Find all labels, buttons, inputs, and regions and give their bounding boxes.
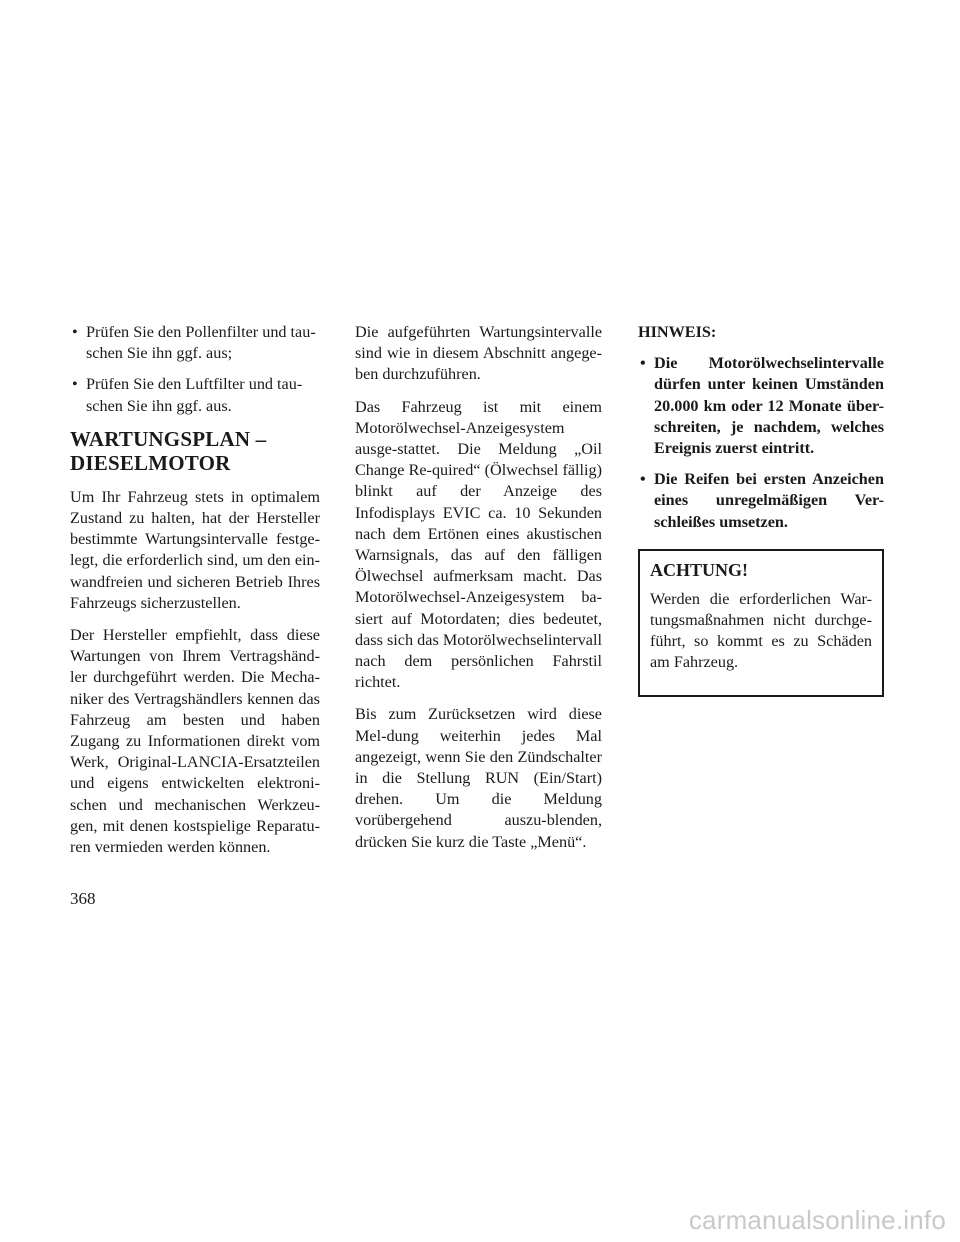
right-column — [638, 322, 884, 697]
watermark: carmanualsonline.info — [688, 1205, 946, 1235]
bullet-icon: • — [640, 354, 646, 373]
interval-paragraph: Die aufgeführten Wartungsintervalle sind wie in diesem Abschnitt angege-ben durchzuführen. — [355, 323, 602, 384]
bullet-icon: • — [640, 470, 646, 489]
middle-column — [355, 322, 602, 864]
section-heading: WARTUNGSPLAN – DIESELMOTOR — [70, 426, 267, 475]
dealer-paragraph: Der Hersteller empfiehlt, dass diese Wartungen von Ihrem Vertragshänd-ler durchgeführt werden. Die Mecha-niker des Vertragshändlers kennen das Fahrzeug am besten und haben Zugang zu Informationen direkt vom Werk, Original-LANCIA-Ersatzteilen und eigens entwickelten elektroni-schen und mechanischen Werkzeu-gen, mit denen kostspielige Reparatu-ren vermieden werden können. — [70, 626, 320, 857]
intro-paragraph: Um Ihr Fahrzeug stets in optimalem Zustand zu halten, hat der Hersteller bestimmte Wartungsintervalle festge-legt, die erforderlich sind, um den ein-wandfreien und sicheren Betrieb Ihres Fahrzeugs sicherzustellen. — [70, 487, 320, 612]
list-item — [70, 374, 320, 416]
oil-indicator-paragraph: Das Fahrzeug ist mit einem Motorölwechsel-Anzeigesystem ausge-stattet. Die Meldung „Oil Change Re-quired“ (Ölwechsel fällig) blinkt auf der Anzeige des Infodisplays EVIC ca. 10 Sekunden nach dem Ertönen eines akustischen Warnsignals, das auf den fälligen Ölwechsel aufmerksam macht. Das Motorölwechsel-Anzeigesystem ba-siert auf Motordaten; dies bedeutet, dass sich das Motorölwechselintervall nach dem persönlichen Fahrstil richtet. — [355, 397, 602, 692]
bullet-icon: • — [72, 375, 78, 394]
list-item — [638, 353, 884, 459]
list-item — [638, 469, 884, 533]
list-item-text: Prüfen Sie den Pollenfilter und tau-schen Sie ihn ggf. aus; — [86, 323, 316, 363]
note-label: HINWEIS: — [638, 323, 717, 341]
reset-paragraph: Bis zum Zurücksetzen wird diese Mel-dung weiterhin jedes Mal angezeigt, wenn Sie den Zündschalter in die Stellung RUN (Ein/Start) drehen. Um die Meldung vorübergehend auszu-blenden, drücken Sie kurz die Taste „Menü“. — [355, 705, 602, 851]
note-list — [638, 353, 884, 533]
filter-check-list — [70, 322, 320, 417]
warning-text: Werden die erforderlichen War-tungsmaßnahmen nicht durchge-führt, so kommt es zu Schäden am Fahrzeug. — [650, 589, 872, 672]
list-item-text: Die Reifen bei ersten Anzeichen eines unregelmäßigen Ver-schleißes umsetzen. — [654, 470, 884, 531]
list-item-text: Die Motorölwechselintervalle dürfen unter keinen Umständen 20.000 km oder 12 Monate über-schreiten, je nachdem, welches Ereignis zuerst eintritt. — [654, 354, 884, 458]
list-item — [70, 322, 320, 364]
warning-title: ACHTUNG! — [650, 559, 748, 580]
bullet-icon: • — [72, 323, 78, 341]
left-column — [70, 322, 320, 869]
list-item-text: Prüfen Sie den Luftfilter und tau-schen Sie ihn ggf. aus. — [86, 375, 303, 415]
warning-box — [638, 549, 884, 697]
page-number: 368 — [70, 889, 96, 908]
